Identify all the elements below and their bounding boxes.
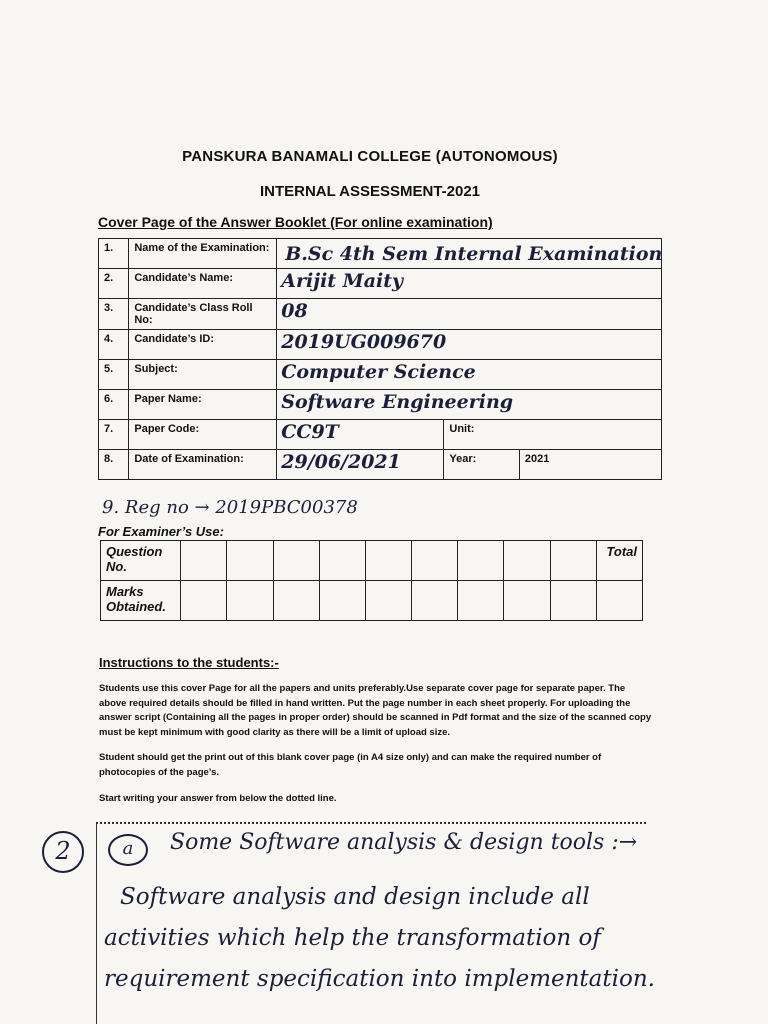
field-label: Candidate’s ID: xyxy=(129,330,277,360)
instruction-paragraph: Student should get the print out of this blank cover page (in A4 size only) and can make the required number of photocopies of the page’s. xyxy=(99,752,602,778)
table-row xyxy=(99,269,662,299)
marks-cell xyxy=(181,541,227,581)
answer-line: requirement specification into implementation. xyxy=(104,966,655,992)
table-row xyxy=(101,541,643,581)
table-row xyxy=(99,299,662,330)
question-no-header: Question No. xyxy=(101,541,181,581)
sub-part-circle: a xyxy=(108,834,148,866)
exam-name-value xyxy=(277,239,662,269)
margin-line xyxy=(96,824,97,1024)
field-label: Paper Code: xyxy=(129,420,277,450)
candidate-details-table xyxy=(98,238,662,480)
field-label: Candidate’s Name: xyxy=(129,269,277,299)
total-header: Total xyxy=(596,541,642,581)
field-label: Paper Name: xyxy=(129,390,277,420)
table-row xyxy=(101,581,643,621)
examiner-use-title: For Examiner’s Use: xyxy=(98,524,224,539)
marks-cell xyxy=(319,541,365,581)
dotted-divider xyxy=(96,822,646,824)
assessment-title: INTERNAL ASSESSMENT-2021 xyxy=(259,183,481,200)
year-label: Year: xyxy=(444,450,519,480)
marks-cell xyxy=(273,541,319,581)
field-label: Date of Examination: xyxy=(129,450,277,480)
question-number-circle: 2 xyxy=(42,831,84,873)
exam-date-value xyxy=(277,450,444,480)
row-number: 6. xyxy=(99,390,129,420)
row-number: 5. xyxy=(99,360,129,390)
row-number: 4. xyxy=(99,330,129,360)
handwritten-value: Arijit Maity xyxy=(281,270,404,292)
table-row xyxy=(99,360,662,390)
table-row xyxy=(99,390,662,420)
marks-table xyxy=(100,540,643,621)
marks-cell xyxy=(319,581,365,621)
table-row xyxy=(99,330,662,360)
paper-name-value xyxy=(277,390,662,420)
answer-heading xyxy=(170,830,637,855)
row-number: 7. xyxy=(99,420,129,450)
marks-cell xyxy=(227,581,273,621)
table-row xyxy=(99,420,662,450)
row-number: 8. xyxy=(99,450,129,480)
field-label: Name of the Examination: xyxy=(129,239,277,269)
marks-cell xyxy=(504,581,550,621)
handwritten-value: 29/06/2021 xyxy=(281,451,401,473)
cover-page-title: Cover Page of the Answer Booklet (For online examination) xyxy=(98,214,493,230)
instruction-paragraph: Students use this cover Page for all the papers and units preferably.Use separate cover page for separate paper. The above required details should be filled in hand written. Put the page number in each sheet properly. For uploading the answer script (Containing all the pages in proper order) should be scanned in Pdf format and the size of the scanned copy must be kept minimum with good clarity as there will be a limit of upload size. xyxy=(99,683,652,738)
row-number: 3. xyxy=(99,299,129,330)
marks-cell xyxy=(181,581,227,621)
unit-label: Unit: xyxy=(444,420,662,450)
row-number: 1. xyxy=(99,239,129,269)
candidate-id-value xyxy=(277,330,662,360)
answer-line: Software analysis and design include all xyxy=(120,884,590,910)
handwritten-value: 08 xyxy=(281,300,308,322)
marks-cell xyxy=(412,541,458,581)
instructions-title: Instructions to the students:- xyxy=(99,655,279,670)
marks-cell xyxy=(458,541,504,581)
paper-code-value xyxy=(277,420,444,450)
handwritten-value: Computer Science xyxy=(281,361,476,383)
marks-cell xyxy=(550,541,596,581)
handwritten-value: B.Sc 4th Sem Internal Examination xyxy=(285,243,663,265)
marks-cell xyxy=(273,581,319,621)
marks-cell xyxy=(550,581,596,621)
row-number: 2. xyxy=(99,269,129,299)
table-row xyxy=(99,239,662,269)
instruction-paragraph: Start writing your answer from below the dotted line. xyxy=(99,793,337,804)
table-row xyxy=(99,450,662,480)
roll-no-value xyxy=(277,299,662,330)
marks-cell xyxy=(365,541,411,581)
field-label: Subject: xyxy=(129,360,277,390)
answer-line: activities which help the transformation of xyxy=(104,925,601,951)
marks-cell xyxy=(504,541,550,581)
candidate-name-value xyxy=(277,269,662,299)
handwritten-value: 2019UG009670 xyxy=(281,331,447,353)
total-cell xyxy=(596,581,642,621)
marks-cell xyxy=(365,581,411,621)
college-name: PANSKURA BANAMALI COLLEGE (AUTONOMOUS) xyxy=(182,148,558,165)
handwritten-value: CC9T xyxy=(281,421,339,443)
subject-value xyxy=(277,360,662,390)
marks-cell xyxy=(412,581,458,621)
handwritten-value: Software Engineering xyxy=(281,391,514,413)
year-value: 2021 xyxy=(519,450,661,480)
marks-cell xyxy=(227,541,273,581)
marks-obtained-header: Marks Obtained. xyxy=(101,581,181,621)
registration-number: 9. Reg no → 2019PBC00378 xyxy=(102,497,358,518)
marks-cell xyxy=(458,581,504,621)
answer-heading-text: Some Software analysis & design tools :→ xyxy=(170,830,638,855)
field-label: Candidate’s Class Roll No: xyxy=(129,299,277,330)
